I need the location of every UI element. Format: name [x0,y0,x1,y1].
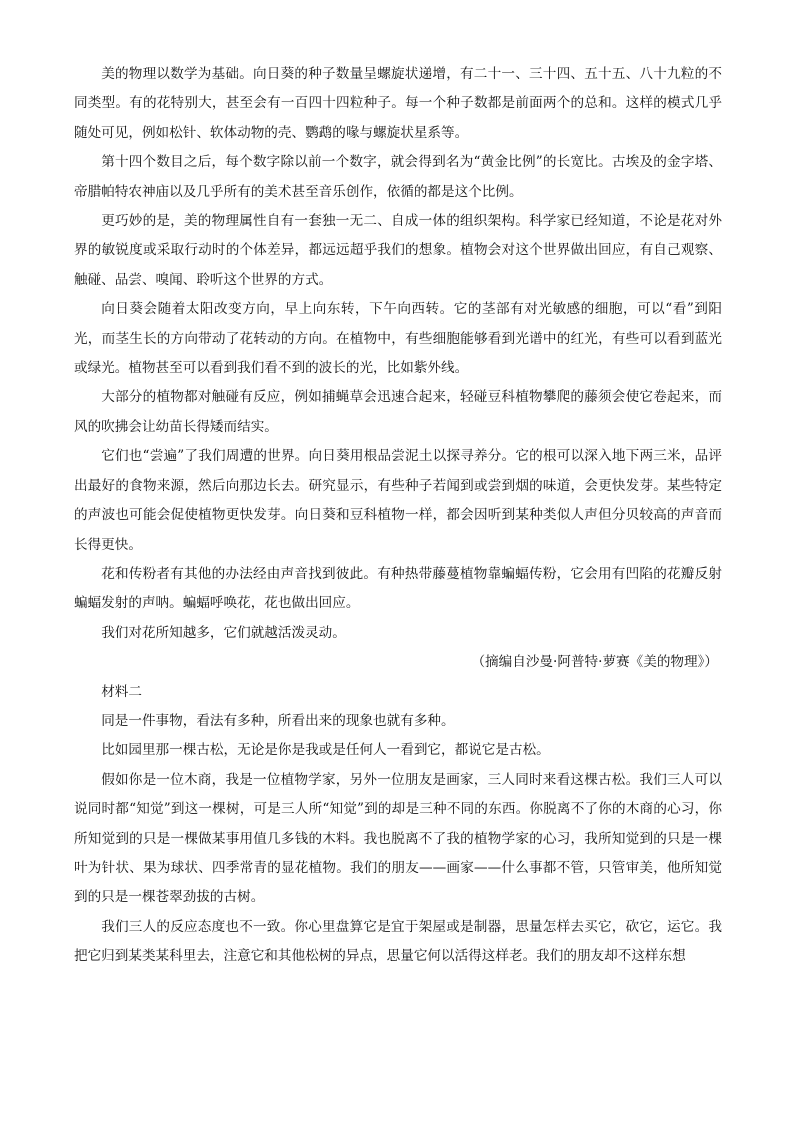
paragraph-closing: 我们对花所知越多，它们就越活泼灵动。 [101,624,346,641]
paragraph-three-attitudes: 我们三人的反应态度也不一致。你心里盘算它是宜于架屋或是制器，思量怎样去买它，砍它，运它。我把它归到某类某科里去，注意它和其他松树的异点，思量它何以活得这样老。我们的朋友却不这样东想 [74,918,722,965]
paragraph-plant-perception: 更巧妙的是，美的物理属性自有一套独一无二、自成一体的组织架构。科学家已经知道，不论是花对外界的敏锐度或采取行动时的个体差异，都远远超乎我们的想象。植物会对这个世界做出回应，有自己观察、触碰、品尝、嗅闻、聆听这个世界的方式。 [74,213,722,288]
paragraph-plant-touch: 大部分的植物都对触碰有反应，例如捕蝇草会迅速合起来，轻碰豆科植物攀爬的藤须会使它卷起来，而风的吹拂会让幼苗长得矮而结实。 [74,389,722,435]
paragraph-old-pine: 比如园里那一棵古松，无论是你是我或是任何人一看到它，都说它是古松。 [101,742,550,759]
source-citation: （摘编自沙曼·阿普特·萝赛《美的物理》） [471,654,718,671]
material-two-heading: 材料二 [101,683,142,700]
paragraph-many-views: 同是一件事物，看法有多种，所看出来的现象也就有多种。 [101,712,455,729]
paragraph-golden-spiral: 美的物理以数学为基础。向日葵的种子数量呈螺旋状递增，有二十一、三十四、五十五、八十九粒的不同类型。有的花特别大，甚至会有一百四十四粒种子。每一个种子数都是前面两个的总和。这样的模式几乎随处可见，例如松针、软体动物的壳、鹦鹉的喙与螺旋状星系等。 [74,66,722,141]
paragraph-golden-ratio: 第十四个数目之后，每个数字除以前一个数字，就会得到名为“黄金比例”的长宽比。古埃及的金字塔、帝腊帕特农神庙以及几乎所有的美术甚至音乐创作，依循的都是这个比例。 [74,154,722,200]
paragraph-sunflower-light: 向日葵会随着太阳改变方向，早上向东转，下午向西转。它的茎部有对光敏感的细胞，可以“看”到阳光，而茎生长的方向带动了花转动的方向。在植物中，有些细胞能够看到光谱中的红光，有些可以看到蓝光或绿光。植物甚至可以看到我们看不到的波长的光，比如紫外线。 [74,301,722,377]
paragraph-bat-pollination: 花和传粉者有其他的办法经由声音找到彼此。有种热带藤蔓植物靠蝙蝠传粉，它会用有凹陷的花瓣反射蝙蝠发射的声呐。蝙蝠呼唤花，花也做出回应。 [74,565,722,612]
paragraph-three-perceptions: 假如你是一位木商，我是一位植物学家，另外一位朋友是画家，三人同时来看这棵古松。我们三人可以说同时都“知觉”到这一棵树，可是三人所“知觉”到的却是三种不同的东西。你脱离不了你的木商的心习，你所知觉到的只是一棵做某事用值几多钱的木料。我也脱离不了我的植物学家的心习，我所知觉到的只是一棵叶为针状、果为球状、四季常青的显花植物。我们的朋友——画家——什么事都不管，只管审美，他所知觉到的只是一棵苍翠劲拔的古树。 [74,771,722,906]
paragraph-plant-taste-sound: 它们也“尝遍”了我们周遭的世界。向日葵用根品尝泥土以探寻养分。它的根可以深入地下两三米，品评出最好的食物来源，然后向那边长去。研究显示，有些种子若闻到或尝到烟的味道，会更快发芽。某些特定的声波也可能会促使植物更快发芽。向日葵和豆科植物一样，都会因听到某种类似人声但分贝较高的声音而长得更快。 [74,448,722,553]
